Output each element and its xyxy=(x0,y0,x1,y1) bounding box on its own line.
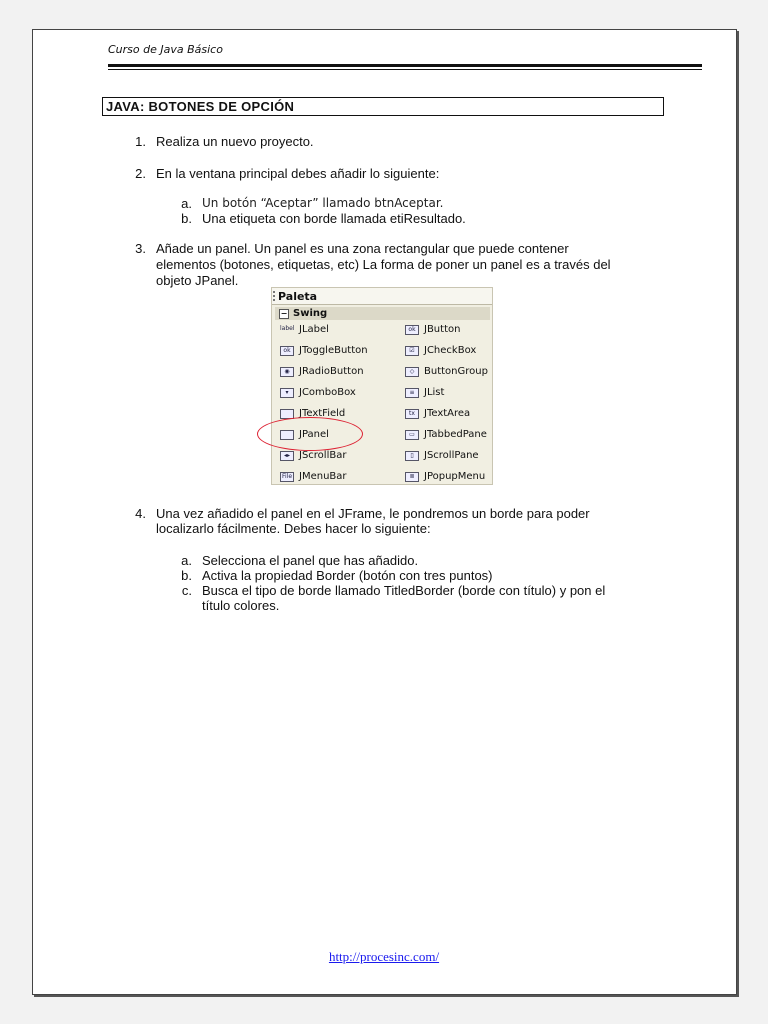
step-number: 2. xyxy=(135,166,146,181)
header-rule xyxy=(108,64,702,67)
palette-item-label: JScrollBar xyxy=(299,450,347,461)
step-text: Realiza un nuevo proyecto. xyxy=(156,134,314,149)
sub-text: Un botón “Aceptar” llamado btnAceptar. xyxy=(202,196,444,210)
palette-item-label: JPanel xyxy=(299,429,329,440)
palette-item-label: JCheckBox xyxy=(424,345,477,356)
step-text: objeto JPanel. xyxy=(156,273,239,288)
step-text: En la ventana principal debes añadir lo siguiente: xyxy=(156,166,440,181)
collapse-icon[interactable]: − xyxy=(280,309,288,318)
button-group-icon: ◇ xyxy=(405,367,419,377)
sub-text: Activa la propiedad Border (botón con tres puntos) xyxy=(202,568,493,583)
sub-letter: a. xyxy=(181,196,192,211)
palette-item-label: JLabel xyxy=(299,324,329,335)
combobox-icon: ▾ xyxy=(280,388,294,398)
scroll-pane-icon: ▯ xyxy=(405,451,419,461)
step-number: 1. xyxy=(135,134,146,149)
radio-button-icon: ◉ xyxy=(280,367,294,377)
palette-item-label: JButton xyxy=(424,324,461,335)
section-title: JAVA: BOTONES DE OPCIÓN xyxy=(102,97,664,116)
palette-item-label: JScrollPane xyxy=(424,450,479,461)
palette-item-label: ButtonGroup xyxy=(424,366,488,377)
palette-panel xyxy=(271,287,493,485)
footer-link[interactable]: http://procesinc.com/ xyxy=(328,949,440,964)
grip-icon xyxy=(273,291,277,301)
step-text: localizarlo fácilmente. Debes hacer lo siguiente: xyxy=(156,521,431,536)
button-icon: ok xyxy=(405,325,419,335)
highlight-oval xyxy=(257,417,363,451)
menubar-icon: File xyxy=(281,473,293,480)
tabbed-pane-icon: ▭ xyxy=(405,430,419,440)
list-icon: ≡ xyxy=(405,388,419,398)
sub-text: Una etiqueta con borde llamada etiResultado. xyxy=(202,211,466,226)
label-icon: label xyxy=(280,325,295,332)
sub-letter: b. xyxy=(181,568,192,583)
popup-menu-icon: ≣ xyxy=(405,472,419,482)
sub-letter: a. xyxy=(181,553,192,568)
palette-item-label: JTabbedPane xyxy=(424,429,487,440)
step-text: elementos (botones, etiquetas, etc) La forma de poner un panel es a través del xyxy=(156,257,611,272)
palette-title: Paleta xyxy=(278,290,318,303)
sub-text: Selecciona el panel que has añadido. xyxy=(202,553,419,568)
sub-text: título colores. xyxy=(202,598,280,613)
toggle-button-icon: ok xyxy=(280,346,294,356)
palette-category-label: Swing xyxy=(293,308,328,319)
palette-item-label: JRadioButton xyxy=(299,366,364,377)
scrollbar-icon: ◂▸ xyxy=(280,451,294,461)
step-text: Añade un panel. Un panel es una zona rectangular que puede contener xyxy=(156,241,569,256)
sub-text: Busca el tipo de borde llamado TitledBorder (borde con título) y pon el xyxy=(202,583,606,598)
palette-item-label: JTextField xyxy=(299,408,346,419)
palette-title-bar xyxy=(272,288,492,305)
palette-category[interactable] xyxy=(275,307,490,320)
palette-item-label: JMenuBar xyxy=(299,471,347,482)
step-text: Una vez añadido el panel en el JFrame, le pondremos un borde para poder xyxy=(156,506,590,521)
palette-item-label: JList xyxy=(424,387,445,398)
step-number: 4. xyxy=(135,506,146,521)
sub-letter: c. xyxy=(181,583,192,598)
palette-item-label: JToggleButton xyxy=(299,345,368,356)
text-area-icon: tx xyxy=(405,409,419,419)
palette-item-label: JComboBox xyxy=(299,387,356,398)
palette-item-label: JTextArea xyxy=(424,408,471,419)
header-rule-thin xyxy=(108,69,702,70)
step-number: 3. xyxy=(135,241,146,256)
course-header: Curso de Java Básico xyxy=(108,43,223,56)
sub-letter: b. xyxy=(181,211,192,226)
checkbox-icon: ☑ xyxy=(405,346,419,356)
palette-item-label: JPopupMenu xyxy=(424,471,486,482)
